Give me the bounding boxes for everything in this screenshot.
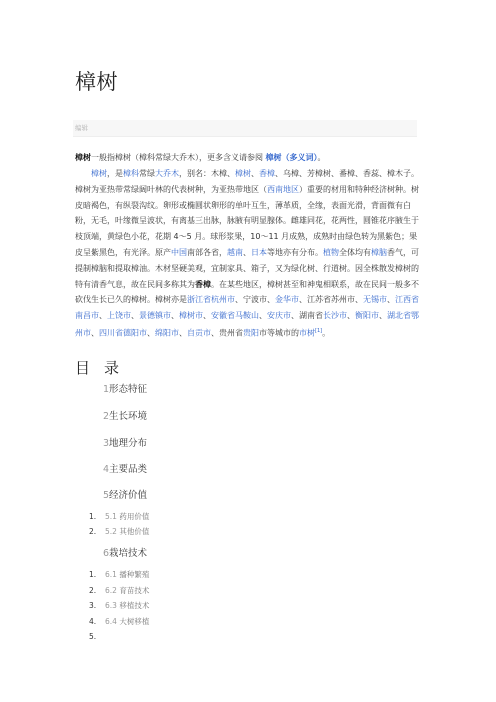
text-run: 、: [251, 169, 259, 178]
edit-link[interactable]: 编辑: [75, 124, 88, 132]
edit-bar: [73, 120, 417, 137]
text-run: 、: [171, 311, 179, 321]
text-run: 、: [387, 295, 395, 305]
text-run: 、: [259, 311, 267, 321]
link-changsha[interactable]: 长沙市: [323, 311, 347, 321]
text-run: 香气，可提制樟脑和提取樟油。木材坚硬美观，宜制家具、箱子，又为绿化树、行道树。因全株散发樟树的特有清香气息，故在民间多称其为: [75, 247, 419, 289]
list-ordinal: 3.: [89, 601, 97, 610]
text-run: 、: [99, 311, 107, 321]
toc-subitem-6-2[interactable]: [89, 585, 149, 596]
list-ordinal: 1.: [89, 570, 97, 579]
summary: [75, 150, 420, 166]
summary-text: 一般指樟树（樟科常绿大乔木），更多含义请参阅: [91, 153, 263, 162]
toc-label: 播种繁殖: [119, 570, 150, 579]
toc-item-6[interactable]: [103, 545, 147, 559]
toc-subitem-6-4[interactable]: [89, 616, 149, 627]
link-zhiwu[interactable]: 植物: [323, 247, 339, 257]
toc-subitem-5-1[interactable]: [89, 511, 149, 522]
text-run: 、: [131, 311, 139, 321]
text-run: 市等城市的: [259, 328, 299, 338]
toc-label: 药用价值: [119, 512, 150, 521]
toc-number: 5.2: [105, 527, 117, 536]
text-run: 、乌樟、芳樟树、番樟、香蕊、樟木子。樟树为亚热带常绿阔叶林的代表树种，为亚热带地区（: [75, 169, 419, 194]
link-daqiaomu[interactable]: 大乔木: [155, 169, 179, 178]
text-run: 、: [147, 328, 155, 338]
toc-item-1[interactable]: [103, 381, 147, 395]
toc-label: 大树移植: [119, 617, 150, 626]
disambiguation-link[interactable]: 樟树（多义词）: [265, 153, 318, 162]
link-guiyang[interactable]: 贵阳: [243, 328, 259, 338]
link-anhui[interactable]: 安徽省: [211, 311, 235, 321]
text-run: 全体均有: [339, 247, 371, 257]
toc-label: 移植技术: [119, 601, 150, 610]
link-zhongguo[interactable]: 中国: [171, 247, 187, 257]
text-run: 南部各省，: [187, 247, 227, 257]
toc-number: 6.4: [105, 617, 117, 626]
toc-item-2[interactable]: [103, 408, 147, 422]
list-ordinal: 2.: [89, 586, 97, 595]
list-ordinal: 4.: [89, 617, 97, 626]
toc-label: 育苗技术: [119, 586, 150, 595]
intro-paragraph: [75, 166, 420, 341]
link-deyang[interactable]: 德阳市: [123, 328, 147, 338]
text-run: 、: [347, 311, 355, 321]
toc-item-4[interactable]: [103, 461, 147, 475]
toc-subitem-6-1[interactable]: [89, 569, 149, 580]
link-shangrao[interactable]: 上饶市: [107, 311, 131, 321]
page-title: 樟树: [75, 70, 118, 94]
link-hangzhou[interactable]: 杭州市: [211, 295, 235, 305]
text-run: 常绿: [139, 169, 155, 178]
link-anqing[interactable]: 安庆市: [267, 311, 291, 321]
list-ordinal: 2.: [89, 527, 97, 536]
toc-label: 地理分布: [109, 438, 148, 449]
link-sichuan[interactable]: 四川省: [99, 328, 123, 338]
toc-subitem-5-2[interactable]: [89, 526, 149, 537]
toc-number: 3: [103, 438, 110, 449]
toc-number: 6.3: [105, 601, 117, 610]
link-jingdezhen[interactable]: 景德镇市: [139, 311, 171, 321]
link-yuenan[interactable]: 越南: [227, 247, 243, 257]
link-zhangnao[interactable]: 樟脑: [371, 247, 387, 257]
link-zhangke[interactable]: 樟科: [123, 169, 139, 178]
summary-term: 樟树: [75, 153, 91, 162]
text-run: 、: [203, 311, 211, 321]
toc-number: 5.1: [105, 512, 117, 521]
toc-number: 2: [103, 411, 110, 422]
link-wuxi[interactable]: 无锡市: [363, 295, 387, 305]
link-zigong[interactable]: 自贡市: [187, 328, 211, 338]
link-zhangshushi[interactable]: 樟树市: [179, 311, 203, 321]
toc-item-3[interactable]: [103, 435, 147, 449]
link-zhangshu[interactable]: 樟树: [91, 169, 107, 178]
toc-label: 栽培技术: [109, 548, 148, 559]
toc-subitem-6-5[interactable]: [89, 632, 105, 641]
link-jiangxi[interactable]: 江西省: [395, 295, 419, 305]
link-nanchang[interactable]: 南昌市: [75, 311, 99, 321]
text-run: 、江苏省苏州市、: [299, 295, 363, 305]
link-riben[interactable]: 日本: [251, 247, 267, 257]
toc-subitem-6-3[interactable]: [89, 600, 149, 611]
link-hengyang[interactable]: 衡阳市: [355, 311, 379, 321]
link-shishu[interactable]: 市树: [299, 328, 315, 338]
text-run: 、: [91, 328, 99, 338]
summary-end: 。: [317, 153, 326, 162]
toc-number: 6: [103, 548, 110, 559]
link-xiangzhang[interactable]: 香樟: [259, 169, 275, 178]
text-run: 、: [379, 311, 387, 321]
toc-number: 6.1: [105, 570, 117, 579]
link-maanshan[interactable]: 马鞍山: [235, 311, 259, 321]
toc-number: 4: [103, 464, 110, 475]
toc-label: 形态特征: [109, 384, 148, 395]
link-jinhua[interactable]: 金华市: [275, 295, 299, 305]
list-ordinal: 5.: [89, 632, 97, 641]
toc-label: 经济价值: [109, 490, 148, 501]
list-ordinal: 1.: [89, 512, 97, 521]
toc-number: 5: [103, 490, 110, 501]
link-xinan[interactable]: 西南地区: [267, 184, 299, 194]
toc-number: 6.2: [105, 586, 117, 595]
toc-item-5[interactable]: [103, 487, 147, 501]
text-run: 、: [243, 247, 251, 257]
link-hubei[interactable]: 湖北省: [387, 311, 411, 321]
text-run: 、湖南省: [291, 311, 323, 321]
link-mianyang[interactable]: 绵阳市: [155, 328, 179, 338]
toc-label: 其他价值: [119, 527, 150, 536]
text-run: 。在某些地区，樟树甚至和神鬼相联系，故在民间一般多不砍伐生长已久的樟树。樟树亦是: [75, 279, 419, 305]
link-zhangshu-2[interactable]: 樟树: [235, 169, 251, 178]
text-run: 等地亦有分布。: [267, 247, 323, 257]
text-run: ，是: [107, 169, 123, 178]
text-run: ）重要的材用和特种经济树种。树皮暗褐色，有纵裂沟纹。卵形或椭圆状卵形的单叶互生，薄革质，全缘，表面光滑，背面微有白粉，无毛，叶缘微呈波状，有离基三出脉，脉腋有明显腺体。雌雄同花，花两性，圆锥花序腋生于枝顶端，黄绿色小花，花期 4～5 月。球形浆果，10～11 月成熟，成熟时由绿色转为黑紫色；果皮呈紫黑色，有光泽。原产: [75, 184, 419, 257]
text-run: 、宁波市、: [235, 295, 275, 305]
toc-label: 主要品类: [109, 464, 148, 475]
text-run: 。: [322, 328, 331, 338]
text-xiangzhang-bold: 香樟: [195, 279, 211, 289]
toc-title: 目录: [75, 359, 134, 377]
text-run: ，别名：木樟、: [179, 169, 235, 178]
toc-number: 1: [103, 384, 110, 395]
toc-label: 生长环境: [109, 411, 148, 422]
link-ezhou[interactable]: 鄂州市: [75, 311, 419, 338]
citation-1[interactable]: [1]: [315, 327, 323, 334]
text-run: 、: [179, 328, 187, 338]
text-run: 、贵州省: [211, 328, 243, 338]
link-zhejiang[interactable]: 浙江省: [187, 295, 211, 305]
